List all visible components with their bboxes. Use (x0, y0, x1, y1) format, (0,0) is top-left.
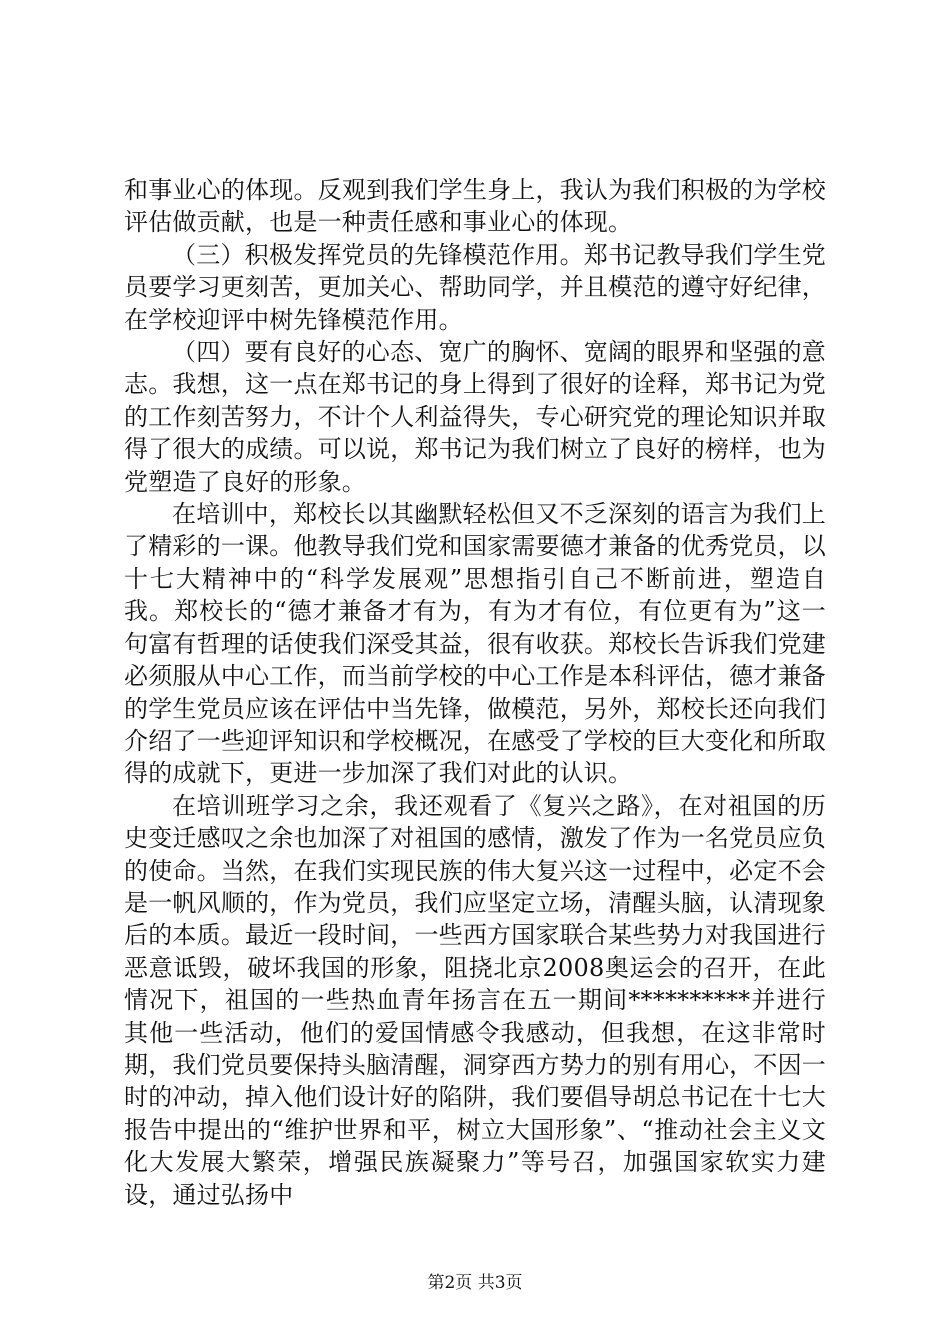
paragraph-section-three: （三）积极发挥党员的先锋模范作用。郑书记教导我们学生党员要学习更刻苦，更加关心、帮助同学，并且模范的遵守好纪律，在学校迎评中树先锋模范作用。 (124, 240, 826, 334)
page-footer: 第2页 共3页 (427, 1273, 523, 1293)
paragraph-revival-road: 在培训班学习之余，我还观看了《复兴之路》，在对祖国的历史变迁感叹之余也加深了对祖国的感情，激发了作为一名党员应负的使命。当然，在我们实现民族的伟大复兴这一过程中，必定不会是一帆风顺的，作为党员，我们应坚定立场，清醒头脑，认清现象后的本质。最近一段时间，一些西方国家联合某些势力对我国进行恶意诋毁，破坏我国的形象，阻挠北京2008奥运会的召开，在此情况下，祖国的一些热血青年扬言在五一期间**********并进行其他一些活动，他们的爱国情感令我感动，但我想，在这非常时期，我们党员要保持头脑清醒，洞穿西方势力的别有用心，不因一时的冲动，掉入他们设计好的陷阱，我们要倡导胡总书记在十七大报告中提出的“维护世界和平，树立大国形象”、“推动社会主义文化大发展大繁荣，增强民族凝聚力”等号召，加强国家软实力建设，通过弘扬中 (124, 791, 826, 1209)
paragraph-training: 在培训中，郑校长以其幽默轻松但又不乏深刻的语言为我们上了精彩的一课。他教导我们党和国家需要德才兼备的优秀党员，以十七大精神中的“科学发展观”思想指引自己不断前进，塑造自我。郑校长的“德才兼备才有为，有为才有位，有位更有为”这一句富有哲理的话使我们深受其益，很有收获。郑校长告诉我们党建必须服从中心工作，而当前学校的中心工作是本科评估，德才兼备的学生党员应该在评估中当先锋，做模范，另外，郑校长还向我们介绍了一些迎评知识和学校概况，在感受了学校的巨大变化和所取得的成就下，更进一步加深了我们对此的认识。 (124, 500, 826, 788)
paragraph-continuation: 和事业心的体现。反观到我们学生身上，我认为我们积极的为学校评估做贡献，也是一种责任感和事业心的体现。 (124, 176, 826, 237)
paragraph-section-four: （四）要有良好的心态、宽广的胸怀、宽阔的眼界和坚强的意志。我想，这一点在郑书记的身上得到了很好的诠释，郑书记为党的工作刻苦努力，不计个人利益得失，专心研究党的理论知识并取得了很大的成绩。可以说，郑书记为我们树立了良好的榜样，也为党塑造了良好的形象。 (124, 338, 826, 496)
document-body (124, 174, 826, 1211)
